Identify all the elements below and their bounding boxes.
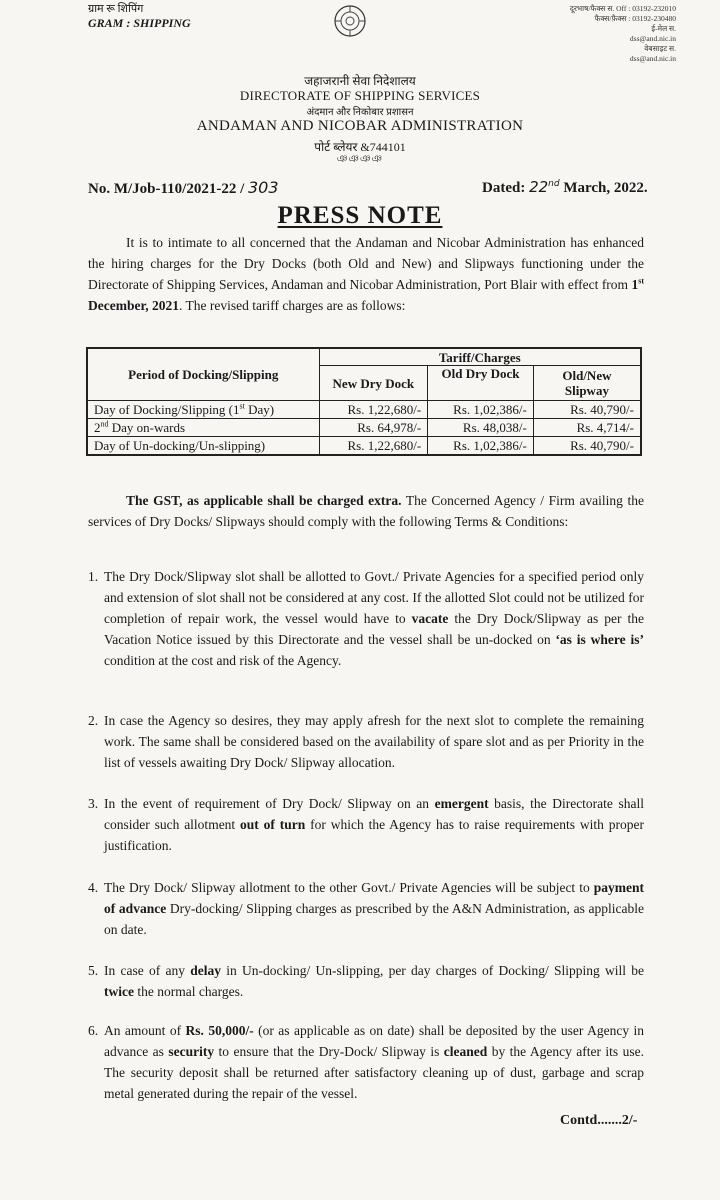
condition-text-part: The Dry Dock/Slipway slot shall be allotted to Govt./ Private Agencies for a specified period only and extension of slot shall not be considered at any cost. If the allotted Slot could not be utilized for completion of repair work, the vessel would have to (104, 569, 644, 626)
place-line: पोर्ट ब्लेयर &744101 (314, 140, 406, 154)
condition-text (104, 710, 644, 773)
condition-text-bold: out of turn (240, 817, 306, 832)
condition-text-bold: cleaned (443, 1044, 488, 1059)
dated-label: Dated: (482, 180, 526, 196)
org-name-english: DIRECTORATE OF SHIPPING SERVICES (239, 88, 481, 103)
condition-item (88, 1020, 644, 1104)
date-day-suffix: nd (548, 179, 560, 189)
row-label (87, 401, 319, 419)
condition-text-part: basis, the Directorate shall consider such allotment (104, 796, 644, 832)
admin-name-hindi: अंदमान और निकोबार प्रशासन (306, 107, 414, 118)
contact-line: वेबसाइट स. (644, 44, 676, 53)
condition-number: 5. (88, 963, 99, 978)
admin-name-english: ANDAMAN AND NICOBAR ADMINISTRATION (196, 118, 524, 134)
condition-text-part: In case the Agency so desires, they may apply afresh for the next slot to complete the remaining work. The same shall be considered based on the availability of spare slot and as per Priority in the list of vessels awaiting Dry Dock/ Slipway allocation. (104, 713, 644, 770)
contact-line: ई-मेल स. (651, 24, 676, 33)
contact-line: dss@and.nic.in (629, 34, 676, 43)
table-cell: Rs. 40,790/- (533, 437, 641, 456)
intro-paragraph (88, 232, 644, 316)
condition-number: 4. (88, 880, 99, 895)
row-label-text: Day of Docking/Slipping (1 (94, 402, 240, 417)
condition-text-part: condition at the cost and risk of the Agency. (104, 653, 342, 668)
condition-text-part: the Dry Dock/Slipway as per the Vacation Notice issued by this Directorate and the vessel shall be un-docked on (104, 611, 644, 647)
gram-english: GRAM : SHIPPING (88, 16, 191, 30)
table-cell: Rs. 64,978/- (319, 419, 428, 437)
condition-text (104, 960, 644, 1002)
table-row (87, 437, 641, 456)
condition-text-bold: security (168, 1044, 215, 1059)
row-label-text: 2 (94, 420, 101, 435)
condition-text (104, 566, 644, 671)
condition-text-part: In case of any (104, 963, 191, 978)
condition-text-bold: emergent (434, 796, 489, 811)
gst-text: The Concerned Agency / Firm availing the services of Dry Docks/ Slipways should comply with the following Terms & Conditions: (88, 493, 644, 529)
condition-item (88, 566, 644, 671)
condition-number: 6. (88, 1023, 99, 1038)
gst-bold-text: The GST, as applicable shall be charged extra. (126, 493, 402, 508)
condition-text (104, 1020, 644, 1104)
press-note-title: PRESS NOTE (277, 202, 443, 229)
condition-text-part: the normal charges. (133, 984, 244, 999)
condition-text-bold: twice (104, 984, 134, 999)
contact-line: फैक्स/फ़ैक्स : 03192-230480 (594, 14, 676, 23)
condition-number: 1. (88, 569, 99, 584)
row-label-sup: st (239, 401, 245, 411)
condition-text (104, 793, 644, 856)
table-row (87, 401, 641, 419)
table-row (87, 419, 641, 437)
continued-marker: Contd.......2/- (560, 1113, 638, 1128)
reference-number (88, 178, 279, 198)
table-cell: Rs. 4,714/- (533, 419, 641, 437)
period-header: Period of Docking/Slipping (87, 348, 319, 401)
table-cell: Rs. 48,038/- (428, 419, 534, 437)
document-title (0, 202, 720, 230)
row-label-sup: nd (100, 419, 109, 429)
condition-text-bold: payment of advance (104, 880, 644, 916)
contact-line: दूरभाष/फैक्स स. Off : 03192-232010 (569, 4, 676, 13)
condition-text-part: by the Agency after its use. The security deposit shall be returned after satisfactory cleaning up of dust, garbage and scrap metal generated during the repair of the vessel. (104, 1044, 644, 1101)
row-label-text: Day) (244, 402, 275, 417)
condition-text-part: (or as applicable as on date) shall be deposited by the user Agency in advance as (104, 1023, 645, 1059)
contact-line: dss@and.nic.in (629, 54, 676, 63)
intro-date-sup: st (638, 276, 644, 286)
condition-text-part: In the event of requirement of Dry Dock/ Slipway on an (104, 796, 435, 811)
condition-text-bold: ‘as is where is’ (555, 632, 644, 647)
gram-hindi: ग्राम रू शिपिंग (88, 3, 144, 15)
condition-item (88, 877, 644, 940)
condition-text-part: in Un-docking/ Un-slipping, per day charges of Docking/ Slipping will be (220, 963, 644, 978)
date-line (482, 178, 648, 197)
table-cell: Rs. 1,22,680/- (319, 401, 428, 419)
tariff-group-header: Tariff/Charges (319, 348, 641, 366)
intro-date-day: 1 (631, 277, 639, 292)
condition-item (88, 960, 644, 1002)
date-day-handwritten: 22 (529, 178, 549, 196)
table-cell: Rs. 40,790/- (533, 401, 641, 419)
tariff-table (86, 347, 642, 456)
column-header: Old/New Slipway (533, 366, 641, 401)
intro-date-rest: December, 2021 (88, 298, 179, 313)
table-cell: Rs. 1,22,680/- (319, 437, 428, 456)
reference-number-handwritten: 303 (248, 178, 279, 197)
gst-paragraph (88, 490, 644, 532)
row-label (87, 437, 319, 456)
condition-text (104, 877, 644, 940)
contact-block (506, 4, 676, 64)
condition-text-part: The Dry Dock/ Slipway allotment to the other Govt./ Private Agencies will be subject to (104, 880, 594, 895)
table-cell: Rs. 1,02,386/- (428, 437, 534, 456)
condition-text-part: An amount of (104, 1023, 186, 1038)
row-label-text: Day on-wards (108, 420, 186, 435)
org-name-hindi: जहाजरानी सेवा निदेशालय (304, 74, 416, 88)
condition-number: 2. (88, 713, 99, 728)
intro-text: It is to intimate to all concerned that the Andaman and Nicobar Administration has enhanced the hiring charges for the Dry Docks (both Old and New) and Slipways functioning under the Directorate of Shipping Services, Andaman and Nicobar Administration, Port Blair with effect from (88, 235, 644, 292)
gram-address (88, 2, 191, 30)
reference-number-printed: No. M/Job-110/2021-22 / (88, 181, 245, 197)
column-header: Old Dry Dock (428, 366, 534, 401)
condition-text-part: Dry-docking/ Slipping charges as prescribed by the A&N Administration, as applicable on date. (104, 901, 645, 937)
condition-text-bold: delay (190, 963, 221, 978)
intro-text-end: . The revised tariff charges are as follows: (178, 298, 406, 313)
table-cell: Rs. 1,02,386/- (428, 401, 534, 419)
condition-text-bold: vacate (411, 611, 449, 626)
emblem-icon (333, 4, 367, 38)
ornament-line: ঞঞঞঞ (336, 154, 384, 165)
condition-text-part: for which the Agency has to raise requirements with proper justification. (104, 817, 644, 853)
condition-text-bold: Rs. 50,000/- (185, 1023, 254, 1038)
column-header: New Dry Dock (319, 366, 428, 401)
condition-number: 3. (88, 796, 99, 811)
date-month-year: March, 2022. (563, 180, 648, 196)
condition-item (88, 710, 644, 773)
condition-item (88, 793, 644, 856)
row-label-text: Day of Un-docking/Un-slipping) (94, 438, 266, 453)
condition-text-part: to ensure that the Dry-Dock/ Slipway is (214, 1044, 444, 1059)
row-label (87, 419, 319, 437)
